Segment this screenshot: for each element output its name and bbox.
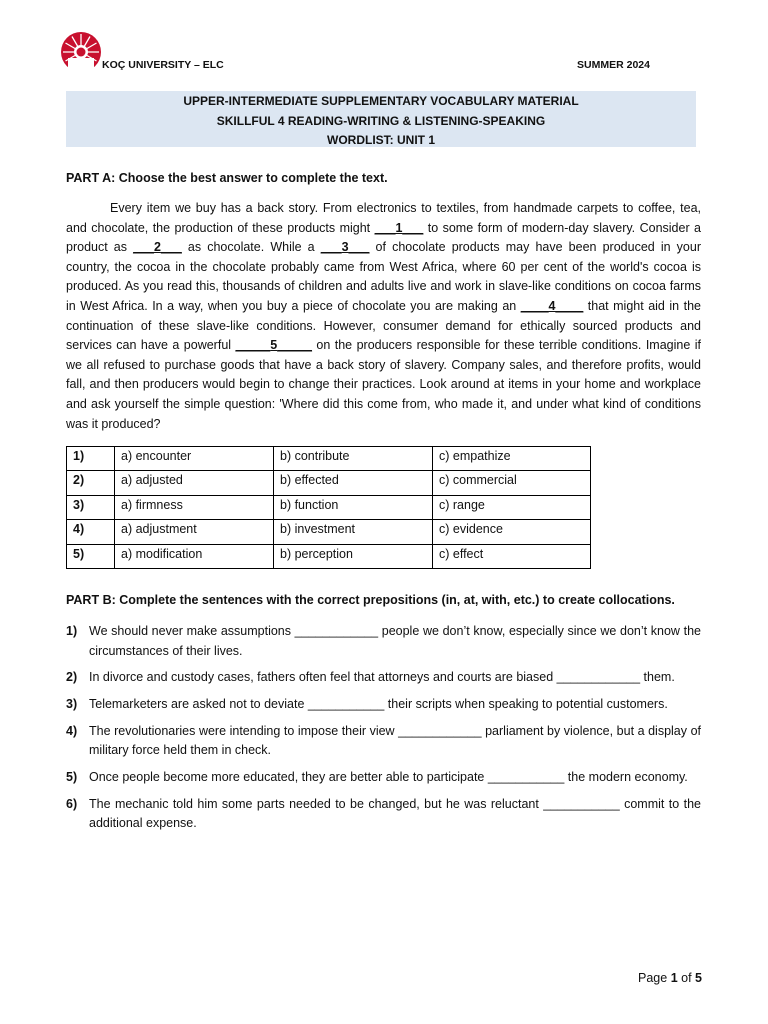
blank-3: ___3___ <box>320 240 370 255</box>
item-number: 1) <box>66 624 78 638</box>
blank-1: ___1___ <box>374 220 424 235</box>
passage-segment: as chocolate. While a <box>181 240 321 255</box>
option-c: c) effect <box>433 544 591 568</box>
koc-university-logo <box>60 31 102 73</box>
option-c: c) commercial <box>433 471 591 495</box>
options-table <box>66 446 591 569</box>
page-total: 5 <box>695 971 702 985</box>
passage-segment: on the producers responsible for these terrible conditions. Imagine if we all refused to purchase goods that have a back story of slavery. Company sales, and therefore profits, would fall, and then producers would begin to change their practices. Look around at items in your home and workplace and ask yourself the simple question: 'Where did this come from, who made it, and under what kind of conditions was it produced? <box>66 338 701 431</box>
item-text: Telemarketers are asked not to deviate ___________ their scripts when speaking to potential customers. <box>89 697 668 712</box>
option-number: 5) <box>67 544 115 568</box>
document-title-box <box>66 91 696 147</box>
title-line-2: SKILLFUL 4 READING-WRITING & LISTENING-SPEAKING <box>216 113 546 128</box>
item-text: In divorce and custody cases, fathers often feel that attorneys and courts are biased ____________ them. <box>89 670 675 685</box>
passage-segment: Every item we buy has a back story. From electronics to textiles, from handmade carpets to coffee, tea, and chocolate, the production of these products might <box>66 201 701 235</box>
option-a: a) firmness <box>115 495 274 519</box>
table-row <box>67 447 591 471</box>
option-b: b) perception <box>274 544 433 568</box>
list-item <box>66 795 701 834</box>
part-b-sentence-list <box>66 622 701 841</box>
list-item <box>66 668 701 688</box>
option-c: c) empathize <box>433 447 591 471</box>
option-number: 4) <box>67 520 115 544</box>
item-number: 5) <box>66 770 78 785</box>
item-number: 4) <box>66 723 78 738</box>
page-number-footer <box>638 971 702 985</box>
item-text: Once people become more educated, they are better able to participate ___________ the modern economy. <box>89 770 688 785</box>
list-item <box>66 622 701 661</box>
passage-segment: that might aid in the continuation of these slave-like conditions. However, consumer demand for ethically sourced products and services can have a powerful <box>66 298 701 353</box>
title-line-1: UPPER-INTERMEDIATE SUPPLEMENTARY VOCABULARY MATERIAL <box>183 94 579 108</box>
option-number: 1) <box>67 447 115 471</box>
part-b-heading: PART B: Complete the sentences with the correct prepositions (in, at, with, etc.) to create collocations. <box>66 593 675 607</box>
option-a: a) adjustment <box>115 520 274 544</box>
list-item <box>66 695 701 715</box>
option-a: a) modification <box>115 544 274 568</box>
table-row <box>67 471 591 495</box>
part-a-heading: PART A: Choose the best answer to complete the text. <box>66 171 388 185</box>
passage-segment: of chocolate products may have been produced in your country, the cocoa in the chocolate probably came from West Africa, where 60 per cent of the world's cocoa is produced. As you read this, thousands of children and adults live and work in slave-like conditions on cocoa farms in West Africa. In a way, when you buy a piece of chocolate you are making an <box>66 240 701 313</box>
table-row <box>67 544 591 568</box>
blank-2: ___2___ <box>133 240 182 255</box>
item-number: 6) <box>66 796 78 811</box>
option-b: b) investment <box>274 520 433 544</box>
table-row <box>67 520 591 544</box>
table-row <box>67 495 591 519</box>
option-c: c) range <box>433 495 591 519</box>
option-b: b) contribute <box>274 447 433 471</box>
list-item <box>66 768 701 788</box>
option-b: b) function <box>274 495 433 519</box>
option-b: b) effected <box>274 471 433 495</box>
item-number: 2) <box>66 670 78 685</box>
page-current: 1 <box>670 971 678 985</box>
option-number: 2) <box>67 471 115 495</box>
university-name: KOÇ UNIVERSITY – ELC <box>102 59 224 71</box>
title-line-3: WORDLIST: UNIT 1 <box>327 133 435 147</box>
item-text: We should never make assumptions ____________ people we don’t know, especially since we don’t know the circumstances of their lives. <box>89 624 701 658</box>
blank-5: _____5_____ <box>235 338 312 353</box>
option-c: c) evidence <box>433 520 591 544</box>
page-word: Page <box>638 971 668 985</box>
item-text: The revolutionaries were intending to impose their view ____________ parliament by violence, but a display of military force held them in check. <box>89 723 701 758</box>
term-label: SUMMER 2024 <box>577 59 650 71</box>
option-a: a) adjusted <box>115 471 274 495</box>
passage-segment: to some form of modern-day slavery. Consider a product as <box>66 220 702 255</box>
list-item <box>66 722 701 761</box>
item-text: The mechanic told him some parts needed to be changed, but he was reluctant ___________ commit to the additional expense. <box>89 796 701 831</box>
option-number: 3) <box>67 495 115 519</box>
option-a: a) encounter <box>115 447 274 471</box>
part-a-passage <box>66 199 701 434</box>
item-number: 3) <box>66 697 78 712</box>
blank-4: ____4____ <box>520 298 584 313</box>
of-word: of <box>681 971 692 985</box>
